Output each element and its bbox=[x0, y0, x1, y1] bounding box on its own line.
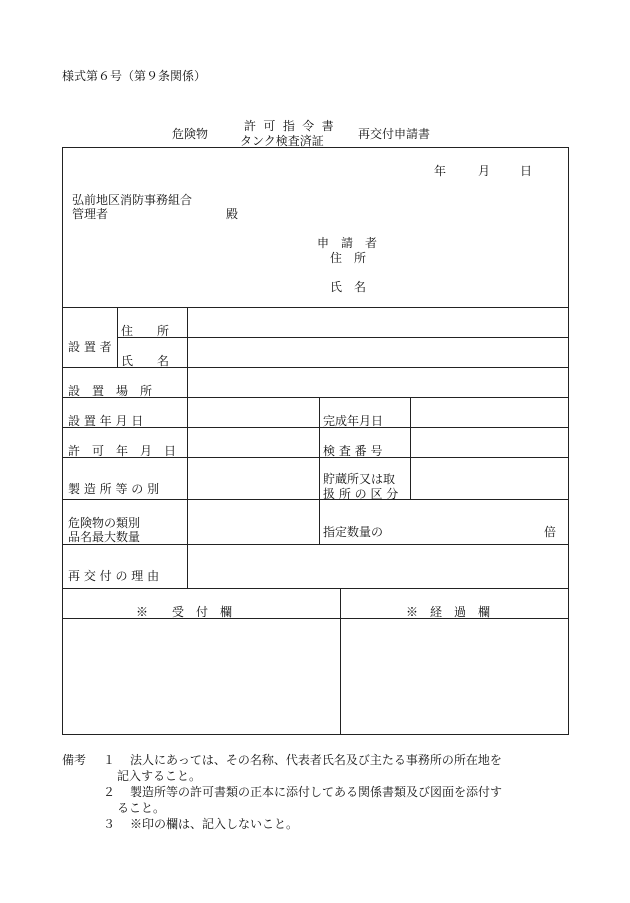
addressee-title: 管理者 bbox=[72, 207, 109, 221]
storage-type-label-2: 扱 所 の 区 分 bbox=[323, 487, 399, 501]
note-number: ３ bbox=[103, 817, 116, 831]
installer-address-label: 住 所 bbox=[121, 324, 170, 338]
note-number: １ bbox=[103, 753, 116, 767]
date-day: 日 bbox=[520, 164, 533, 178]
hazmat-class-label: 危険物の類別 bbox=[68, 516, 141, 530]
install-date-label: 設 置 年 月 日 bbox=[68, 414, 144, 428]
completion-date-label: 完成年月日 bbox=[323, 414, 384, 428]
date-year: 年 bbox=[434, 164, 447, 178]
installer-name-label: 氏 名 bbox=[121, 354, 170, 368]
form-id: 様式第６号（第９条関係） bbox=[62, 69, 207, 83]
designated-quantity-label: 指定数量の bbox=[323, 525, 384, 539]
reissue-reason-label: 再 交 付 の 理 由 bbox=[68, 569, 160, 583]
title-option-permit: 許 可 指 令 書 bbox=[244, 119, 336, 133]
facility-type-label: 製 造 所 等 の 別 bbox=[68, 482, 160, 496]
date-month: 月 bbox=[478, 164, 491, 178]
progress-column-header: ※ 経 過 欄 bbox=[406, 605, 491, 619]
notes-label: 備考 bbox=[62, 753, 87, 767]
note-text: 法人にあっては、その名称、代表者氏名及び主たる事務所の所在地を bbox=[130, 753, 502, 767]
applicant-name-label: 氏 名 bbox=[330, 280, 367, 294]
addressee-honorific: 殿 bbox=[226, 207, 239, 221]
note-text: 製造所等の許可書類の正本に添付してある関係書類及び図面を添付す bbox=[130, 785, 503, 799]
multiple-label: 倍 bbox=[544, 525, 557, 539]
installer-label: 設 置 者 bbox=[68, 340, 112, 354]
permit-date-label: 許 可 年 月 日 bbox=[68, 444, 177, 458]
title-option-tank: タンク検査済証 bbox=[240, 134, 324, 148]
note-text: ※印の欄は、記入しないこと。 bbox=[130, 817, 299, 831]
note-text-continued: ること。 bbox=[117, 801, 166, 815]
hazmat-quantity-label: 品名最大数量 bbox=[68, 530, 141, 544]
inspection-number-label: 検 査 番 号 bbox=[323, 444, 383, 458]
title-prefix: 危険物 bbox=[172, 127, 209, 141]
reception-column-header: ※ 受 付 欄 bbox=[136, 605, 233, 619]
applicant-address-label: 住 所 bbox=[330, 251, 367, 265]
addressee-org: 弘前地区消防事務組合 bbox=[72, 193, 193, 207]
application-form-table bbox=[62, 147, 569, 735]
title-suffix: 再交付申請書 bbox=[358, 127, 431, 141]
install-place-label: 設 置 場 所 bbox=[68, 384, 153, 398]
applicant-title: 申 請 者 bbox=[317, 236, 378, 250]
note-text-continued: 記入すること。 bbox=[117, 769, 202, 783]
storage-type-label-1: 貯蔵所又は取 bbox=[323, 472, 396, 486]
note-number: ２ bbox=[103, 785, 116, 799]
